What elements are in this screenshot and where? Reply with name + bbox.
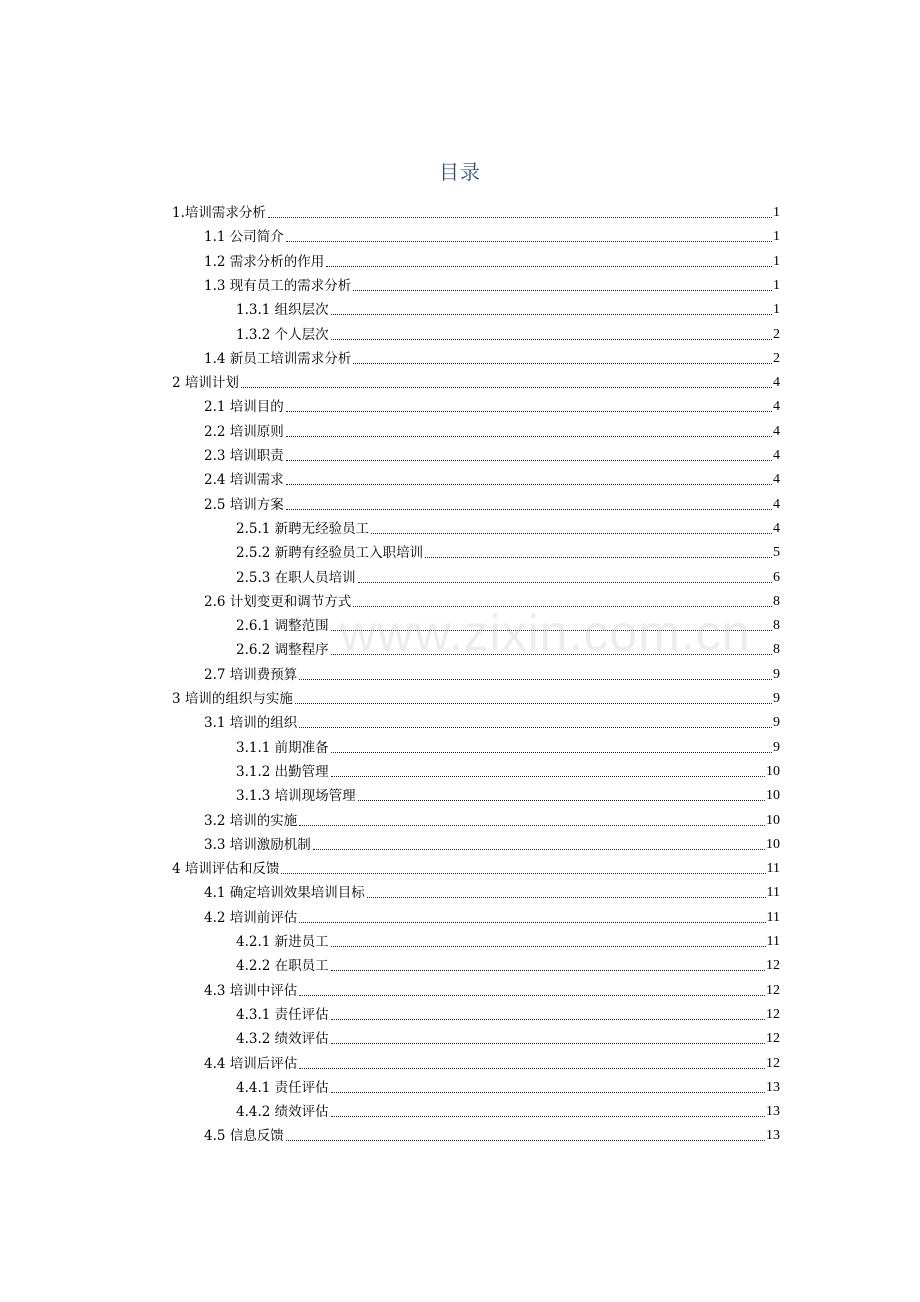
toc-page-number: 11 bbox=[766, 934, 780, 949]
toc-page-number: 1 bbox=[773, 205, 780, 220]
toc-dot-leader bbox=[268, 217, 772, 218]
toc-dot-leader bbox=[331, 314, 772, 315]
toc-dot-leader bbox=[286, 460, 772, 461]
toc-entry-label: 1.1 公司简介 bbox=[204, 229, 284, 246]
toc-entry[interactable] bbox=[236, 757, 780, 781]
toc-entry-label: 4.2.2 在职员工 bbox=[236, 958, 329, 975]
toc-entry[interactable] bbox=[204, 878, 780, 902]
toc-entry-label: 1.2 需求分析的作用 bbox=[204, 253, 325, 270]
toc-entry-label: 3 培训的组织与实施 bbox=[172, 691, 293, 707]
toc-entry[interactable] bbox=[204, 587, 780, 611]
toc-page-number: 8 bbox=[773, 593, 780, 609]
toc-page-number: 1 bbox=[773, 302, 780, 318]
toc-entry[interactable] bbox=[204, 417, 780, 441]
toc-dot-leader bbox=[331, 1043, 765, 1044]
toc-entry[interactable] bbox=[236, 563, 780, 587]
toc-page-number: 5 bbox=[773, 545, 780, 561]
toc-entry-label: 4.3.1 责任评估 bbox=[236, 1006, 329, 1023]
toc-page-number: 10 bbox=[766, 788, 780, 804]
toc-entry-label: 2.3 培训职责 bbox=[204, 448, 284, 464]
toc-entry[interactable] bbox=[204, 830, 780, 854]
toc-page-number: 10 bbox=[766, 763, 780, 779]
toc-page-number: 13 bbox=[766, 1079, 780, 1095]
toc-entry-label: 4.4.1 责任评估 bbox=[236, 1079, 329, 1096]
toc-dot-leader bbox=[299, 825, 765, 826]
toc-entry-label: 3.1.1 前期准备 bbox=[236, 739, 329, 756]
toc-entry[interactable] bbox=[172, 684, 780, 708]
toc-dot-leader bbox=[286, 411, 772, 412]
toc-page-number: 9 bbox=[773, 715, 780, 731]
toc-dot-leader bbox=[425, 557, 772, 558]
toc-page-number: 11 bbox=[766, 909, 780, 925]
toc-entry[interactable] bbox=[204, 344, 780, 368]
toc-dot-leader bbox=[353, 606, 772, 607]
toc-page-number: 12 bbox=[766, 1031, 780, 1047]
toc-dot-leader bbox=[286, 436, 772, 437]
toc-dot-leader bbox=[299, 679, 772, 680]
toc-entry-label: 4.5 信息反馈 bbox=[204, 1128, 284, 1145]
toc-entry[interactable] bbox=[236, 1097, 780, 1121]
toc-page-number: 2 bbox=[773, 326, 780, 342]
toc-dot-leader bbox=[299, 995, 765, 996]
toc-entry-label: 3.1.2 出勤管理 bbox=[236, 763, 329, 780]
toc-page-number: 4 bbox=[773, 496, 780, 512]
toc-dot-leader bbox=[371, 533, 772, 534]
toc-dot-leader bbox=[367, 897, 766, 898]
toc-entry-label: 1.4 新员工培训需求分析 bbox=[204, 350, 352, 367]
toc-entry-label: 2.6.2 调整程序 bbox=[236, 642, 329, 659]
toc-entry-label: 1.3.1 组织层次 bbox=[236, 302, 329, 319]
toc-page-number: 2 bbox=[773, 350, 780, 366]
toc-page-number: 8 bbox=[773, 642, 780, 658]
toc-entry-label: 2.5.3 在职人员培训 bbox=[236, 569, 356, 586]
toc-dot-leader bbox=[331, 1116, 765, 1117]
toc-entry-label: 4.3.2 绩效评估 bbox=[236, 1031, 329, 1048]
toc-entry[interactable] bbox=[204, 247, 780, 271]
toc-dot-leader bbox=[331, 776, 765, 777]
toc-dot-leader bbox=[313, 849, 765, 850]
toc-title: 目录 bbox=[439, 160, 481, 184]
toc-page-number: 4 bbox=[773, 472, 780, 488]
toc-entry-label: 3.1 培训的组织 bbox=[204, 715, 298, 732]
toc-page-number: 4 bbox=[773, 399, 780, 415]
toc-entry[interactable] bbox=[204, 806, 780, 830]
toc-entry[interactable] bbox=[204, 392, 780, 416]
toc-entry[interactable] bbox=[204, 1121, 780, 1145]
toc-entry-label: 2.4 培训需求 bbox=[204, 472, 284, 489]
toc-entry[interactable] bbox=[204, 490, 780, 514]
toc-entry[interactable] bbox=[204, 271, 780, 295]
toc-page-number: 1 bbox=[773, 229, 780, 245]
toc-entry-label: 4.1 确定培训效果培训目标 bbox=[204, 885, 365, 902]
toc-page-number: 1 bbox=[773, 253, 780, 269]
toc-page-number: 9 bbox=[773, 666, 780, 682]
toc-entry-label: 2.6 计划变更和调节方式 bbox=[204, 593, 352, 610]
watermark: www.zixin.com.cn bbox=[340, 605, 751, 661]
toc-entry-label: 4.2 培训前评估 bbox=[204, 909, 298, 926]
toc-entry[interactable] bbox=[204, 465, 780, 489]
toc-page-number: 12 bbox=[766, 958, 780, 974]
toc-entry[interactable] bbox=[204, 708, 780, 732]
toc-entry-label: 4.4 培训后评估 bbox=[204, 1055, 298, 1072]
toc-dot-leader bbox=[331, 654, 772, 655]
toc-entry-label: 4.4.2 绩效评估 bbox=[236, 1104, 329, 1121]
toc-dot-leader bbox=[331, 1019, 765, 1020]
toc-page-number: 4 bbox=[773, 448, 780, 463]
toc-dot-leader bbox=[281, 873, 765, 874]
toc-page-number: 11 bbox=[766, 861, 780, 877]
toc-entry[interactable] bbox=[236, 781, 780, 805]
toc-entry[interactable] bbox=[236, 1024, 780, 1048]
toc-dot-leader bbox=[286, 484, 772, 485]
toc-dot-leader bbox=[326, 266, 772, 267]
toc-page-number: 4 bbox=[773, 375, 780, 391]
toc-dot-leader bbox=[331, 970, 765, 971]
toc-page-number: 12 bbox=[766, 1055, 780, 1071]
toc-entry-label: 2.7 培训费预算 bbox=[204, 666, 298, 683]
toc-page-number: 9 bbox=[773, 691, 780, 706]
toc-entry-label: 2.2 培训原则 bbox=[204, 423, 284, 440]
toc-dot-leader bbox=[286, 1140, 765, 1141]
toc-entry-label: 2.5 培训方案 bbox=[204, 496, 284, 513]
toc-page-number: 1 bbox=[773, 277, 780, 293]
toc-page-number: 4 bbox=[773, 520, 780, 536]
toc-entry-label: 4.2.1 新进员工 bbox=[236, 934, 329, 950]
toc-dot-leader bbox=[358, 582, 772, 583]
toc-dot-leader bbox=[286, 509, 772, 510]
toc-entry-label: 2 培训计划 bbox=[172, 375, 239, 392]
toc-entry[interactable] bbox=[236, 635, 780, 659]
toc-entry[interactable] bbox=[236, 538, 780, 562]
toc-entry[interactable] bbox=[236, 1000, 780, 1024]
toc-dot-leader bbox=[331, 630, 772, 631]
toc-entry-label: 2.1 培训目的 bbox=[204, 399, 284, 416]
toc-page-number: 12 bbox=[766, 982, 780, 998]
toc-entry-label: 3.1.3 培训现场管理 bbox=[236, 788, 356, 805]
toc-dot-leader bbox=[299, 922, 765, 923]
toc-entry-label: 1.3.2 个人层次 bbox=[236, 326, 329, 343]
toc-entry-label: 2.5.2 新聘有经验员工入职培训 bbox=[236, 545, 424, 562]
toc-page-number: 12 bbox=[766, 1006, 780, 1022]
toc-page-number: 13 bbox=[766, 1128, 780, 1144]
toc-entry[interactable] bbox=[236, 514, 780, 538]
toc-dot-leader bbox=[353, 290, 772, 291]
toc-entry-label: 3.2 培训的实施 bbox=[204, 812, 298, 829]
toc-page-number: 13 bbox=[766, 1104, 780, 1120]
toc-entry[interactable] bbox=[204, 222, 780, 246]
toc-page-number: 6 bbox=[773, 569, 780, 585]
toc-dot-leader bbox=[358, 800, 765, 801]
toc-entry-label: 2.6.1 调整范围 bbox=[236, 618, 329, 635]
toc-entry[interactable] bbox=[236, 611, 780, 635]
toc-entry[interactable] bbox=[236, 1073, 780, 1097]
toc-dot-leader bbox=[331, 752, 772, 753]
toc-entry-label: 1.3 现有员工的需求分析 bbox=[204, 277, 352, 294]
toc-page-number: 9 bbox=[773, 739, 780, 755]
toc-dot-leader bbox=[299, 727, 772, 728]
toc-page-number: 8 bbox=[773, 618, 780, 634]
toc-entry-label: 4 培训评估和反馈 bbox=[172, 861, 280, 878]
toc-entry[interactable] bbox=[204, 441, 780, 465]
toc-entry[interactable] bbox=[236, 295, 780, 319]
toc-page-number: 4 bbox=[773, 423, 780, 439]
toc-dot-leader bbox=[331, 339, 772, 340]
toc-entry-label: 1.培训需求分析 bbox=[172, 205, 266, 221]
toc-entry[interactable] bbox=[172, 198, 780, 222]
toc-entry[interactable] bbox=[236, 927, 780, 951]
toc-entry[interactable] bbox=[204, 1049, 780, 1073]
toc-entry[interactable] bbox=[172, 368, 780, 392]
toc-entry[interactable] bbox=[236, 733, 780, 757]
toc-entry[interactable] bbox=[204, 976, 780, 1000]
toc-dot-leader bbox=[295, 703, 772, 704]
toc-entry[interactable] bbox=[204, 660, 780, 684]
toc-entry-label: 2.5.1 新聘无经验员工 bbox=[236, 520, 370, 537]
toc-entry-label: 4.3 培训中评估 bbox=[204, 982, 298, 999]
toc-page-number: 11 bbox=[766, 885, 780, 901]
toc-dot-leader bbox=[241, 387, 772, 388]
toc-page-number: 10 bbox=[766, 836, 780, 852]
toc-entry[interactable] bbox=[236, 320, 780, 344]
toc-dot-leader bbox=[331, 946, 766, 947]
toc-entry[interactable] bbox=[172, 854, 780, 878]
toc-entry-label: 3.3 培训激励机制 bbox=[204, 836, 311, 853]
toc-page-number: 10 bbox=[766, 812, 780, 828]
toc-dot-leader bbox=[331, 1092, 765, 1093]
toc-dot-leader bbox=[286, 241, 772, 242]
toc-dot-leader bbox=[353, 363, 772, 364]
toc-entry[interactable] bbox=[204, 903, 780, 927]
toc-dot-leader bbox=[299, 1068, 765, 1069]
toc-entry[interactable] bbox=[236, 951, 780, 975]
